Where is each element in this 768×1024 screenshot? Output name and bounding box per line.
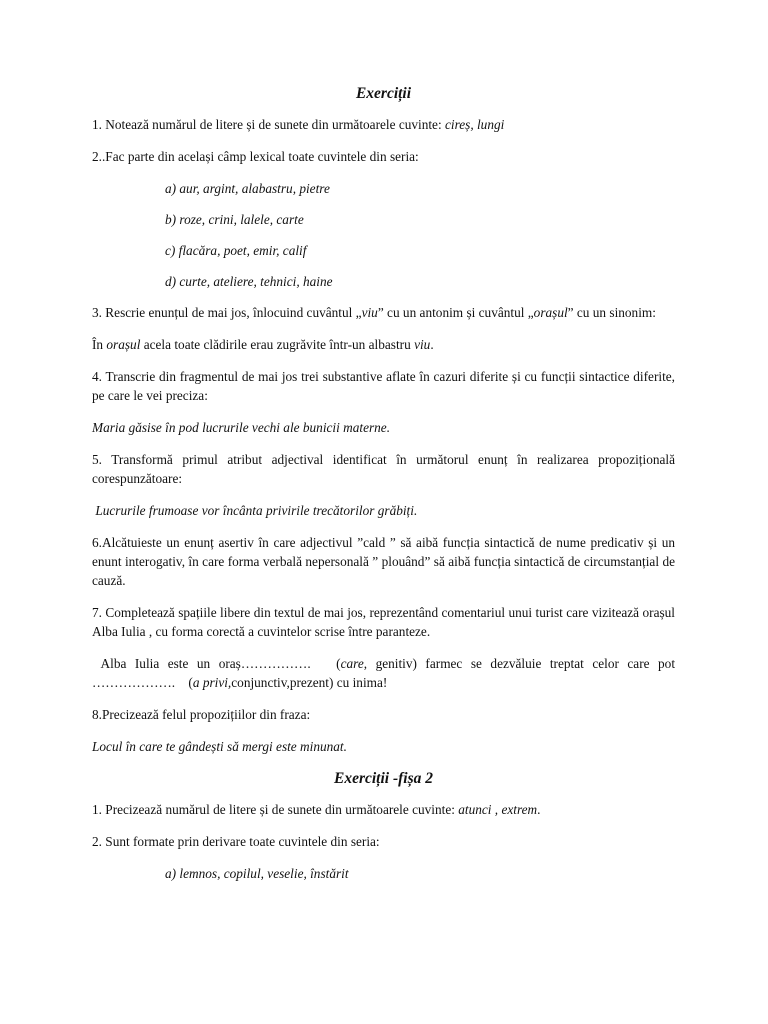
sheet2-exercise-1-text: 1. Precizează numărul de litere și de sunete din următoarele cuvinte: [92,802,459,817]
exercise-6: 6.Alcătuieste un enunț asertiv în care adjectivul ”cald ” să aibă funcția sintactică de nume predicativ și un enunt interogativ, în care forma verbală nepersonală ” plouând” să aibă funcția sintactică de circumstanțial de cauză. [92,535,675,588]
sentence-part: . [430,337,434,352]
exercise-2-option-a: a) aur, argint, alabastru, pietre [165,181,330,196]
exercise-5-sentence: Lucrurile frumoase vor încânta privirile trecătorilor grăbiți. [92,503,418,518]
exercise-1-words: cireș, lungi [444,117,505,132]
exercise-3-word-orasul: orașul [533,305,568,320]
exercise-3-word-viu: viu [361,305,378,320]
exercise-3-text-b: ” cu un antonim și cuvântul „ [377,305,534,320]
sheet2-exercise-1-words: atunci , extrem [458,802,538,817]
document-page [92,84,679,895]
exercise-7: 7. Completează spațiile libere din textul de mai jos, reprezentând comentariul unui turist care vizitează orașul Alba Iulia , cu forma corectă a cuvintelor scrise între paranteze. [92,605,675,639]
exercise-2-option-c: c) flacăra, poet, emir, calif [165,243,307,258]
fill-word-italic: a privi, [192,675,232,690]
fill-text: , genitiv) farmec se dezvăluie treptat celor care pot ………………. ( [92,656,679,690]
exercise-3-text-a: 3. Rescrie enunțul de mai jos, înlocuind cuvântul „ [92,305,362,320]
exercise-5: 5. Transformă primul atribut adjectival identificat în următorul enunț în realizarea propozițională corespunzătoare: [92,452,675,486]
sentence-part-italic: viu [414,337,431,352]
exercise-2-option-d: d) curte, ateliere, tehnici, haine [165,274,333,289]
fill-text: Alba Iulia este un oraș……………. ( [92,656,341,671]
exercise-4: 4. Transcrie din fragmentul de mai jos trei substantive aflate în cazuri diferite și cu funcții sintactice diferite, pe care le vei preciza: [92,369,675,403]
exercise-1-text: 1. Notează numărul de litere și de sunete din următoarele cuvinte: [92,117,445,132]
sheet2-exercise-1-end: . [537,802,541,817]
sheet2-exercise-2-option-a: a) lemnos, copilul, veselie, înstărit [165,866,349,881]
sheet2-exercise-1 [92,800,675,819]
exercise-7-text [92,654,679,692]
exercise-1 [92,115,675,134]
sheet2-exercise-2: 2. Sunt formate prin derivare toate cuvintele din seria: [92,834,380,849]
exercise-3-text-c: ” cu un sinonim: [567,305,656,320]
page-title: Exerciții [355,85,412,102]
exercise-8-sentence: Locul în care te gândești să mergi este minunat. [92,739,347,754]
sentence-part-italic: orașul [106,337,141,352]
sentence-part: În [92,337,107,352]
exercise-2: 2..Fac parte din același câmp lexical toate cuvintele din seria: [92,149,419,164]
fill-text: conjunctiv,prezent) cu inima! [231,675,388,690]
exercise-4-sentence: Maria găsise în pod lucrurile vechi ale bunicii materne. [92,420,391,435]
section-title: Exerciții -fișa 2 [333,770,434,787]
exercise-8: 8.Precizează felul propozițiilor din fraza: [92,707,311,722]
exercise-3-sentence [92,335,675,354]
fill-word-italic: care [340,656,364,671]
exercise-3 [92,303,675,322]
sentence-part: acela toate clădirile erau zugrăvite într-un albastru [140,337,415,352]
exercise-2-option-b: b) roze, crini, lalele, carte [165,212,304,227]
